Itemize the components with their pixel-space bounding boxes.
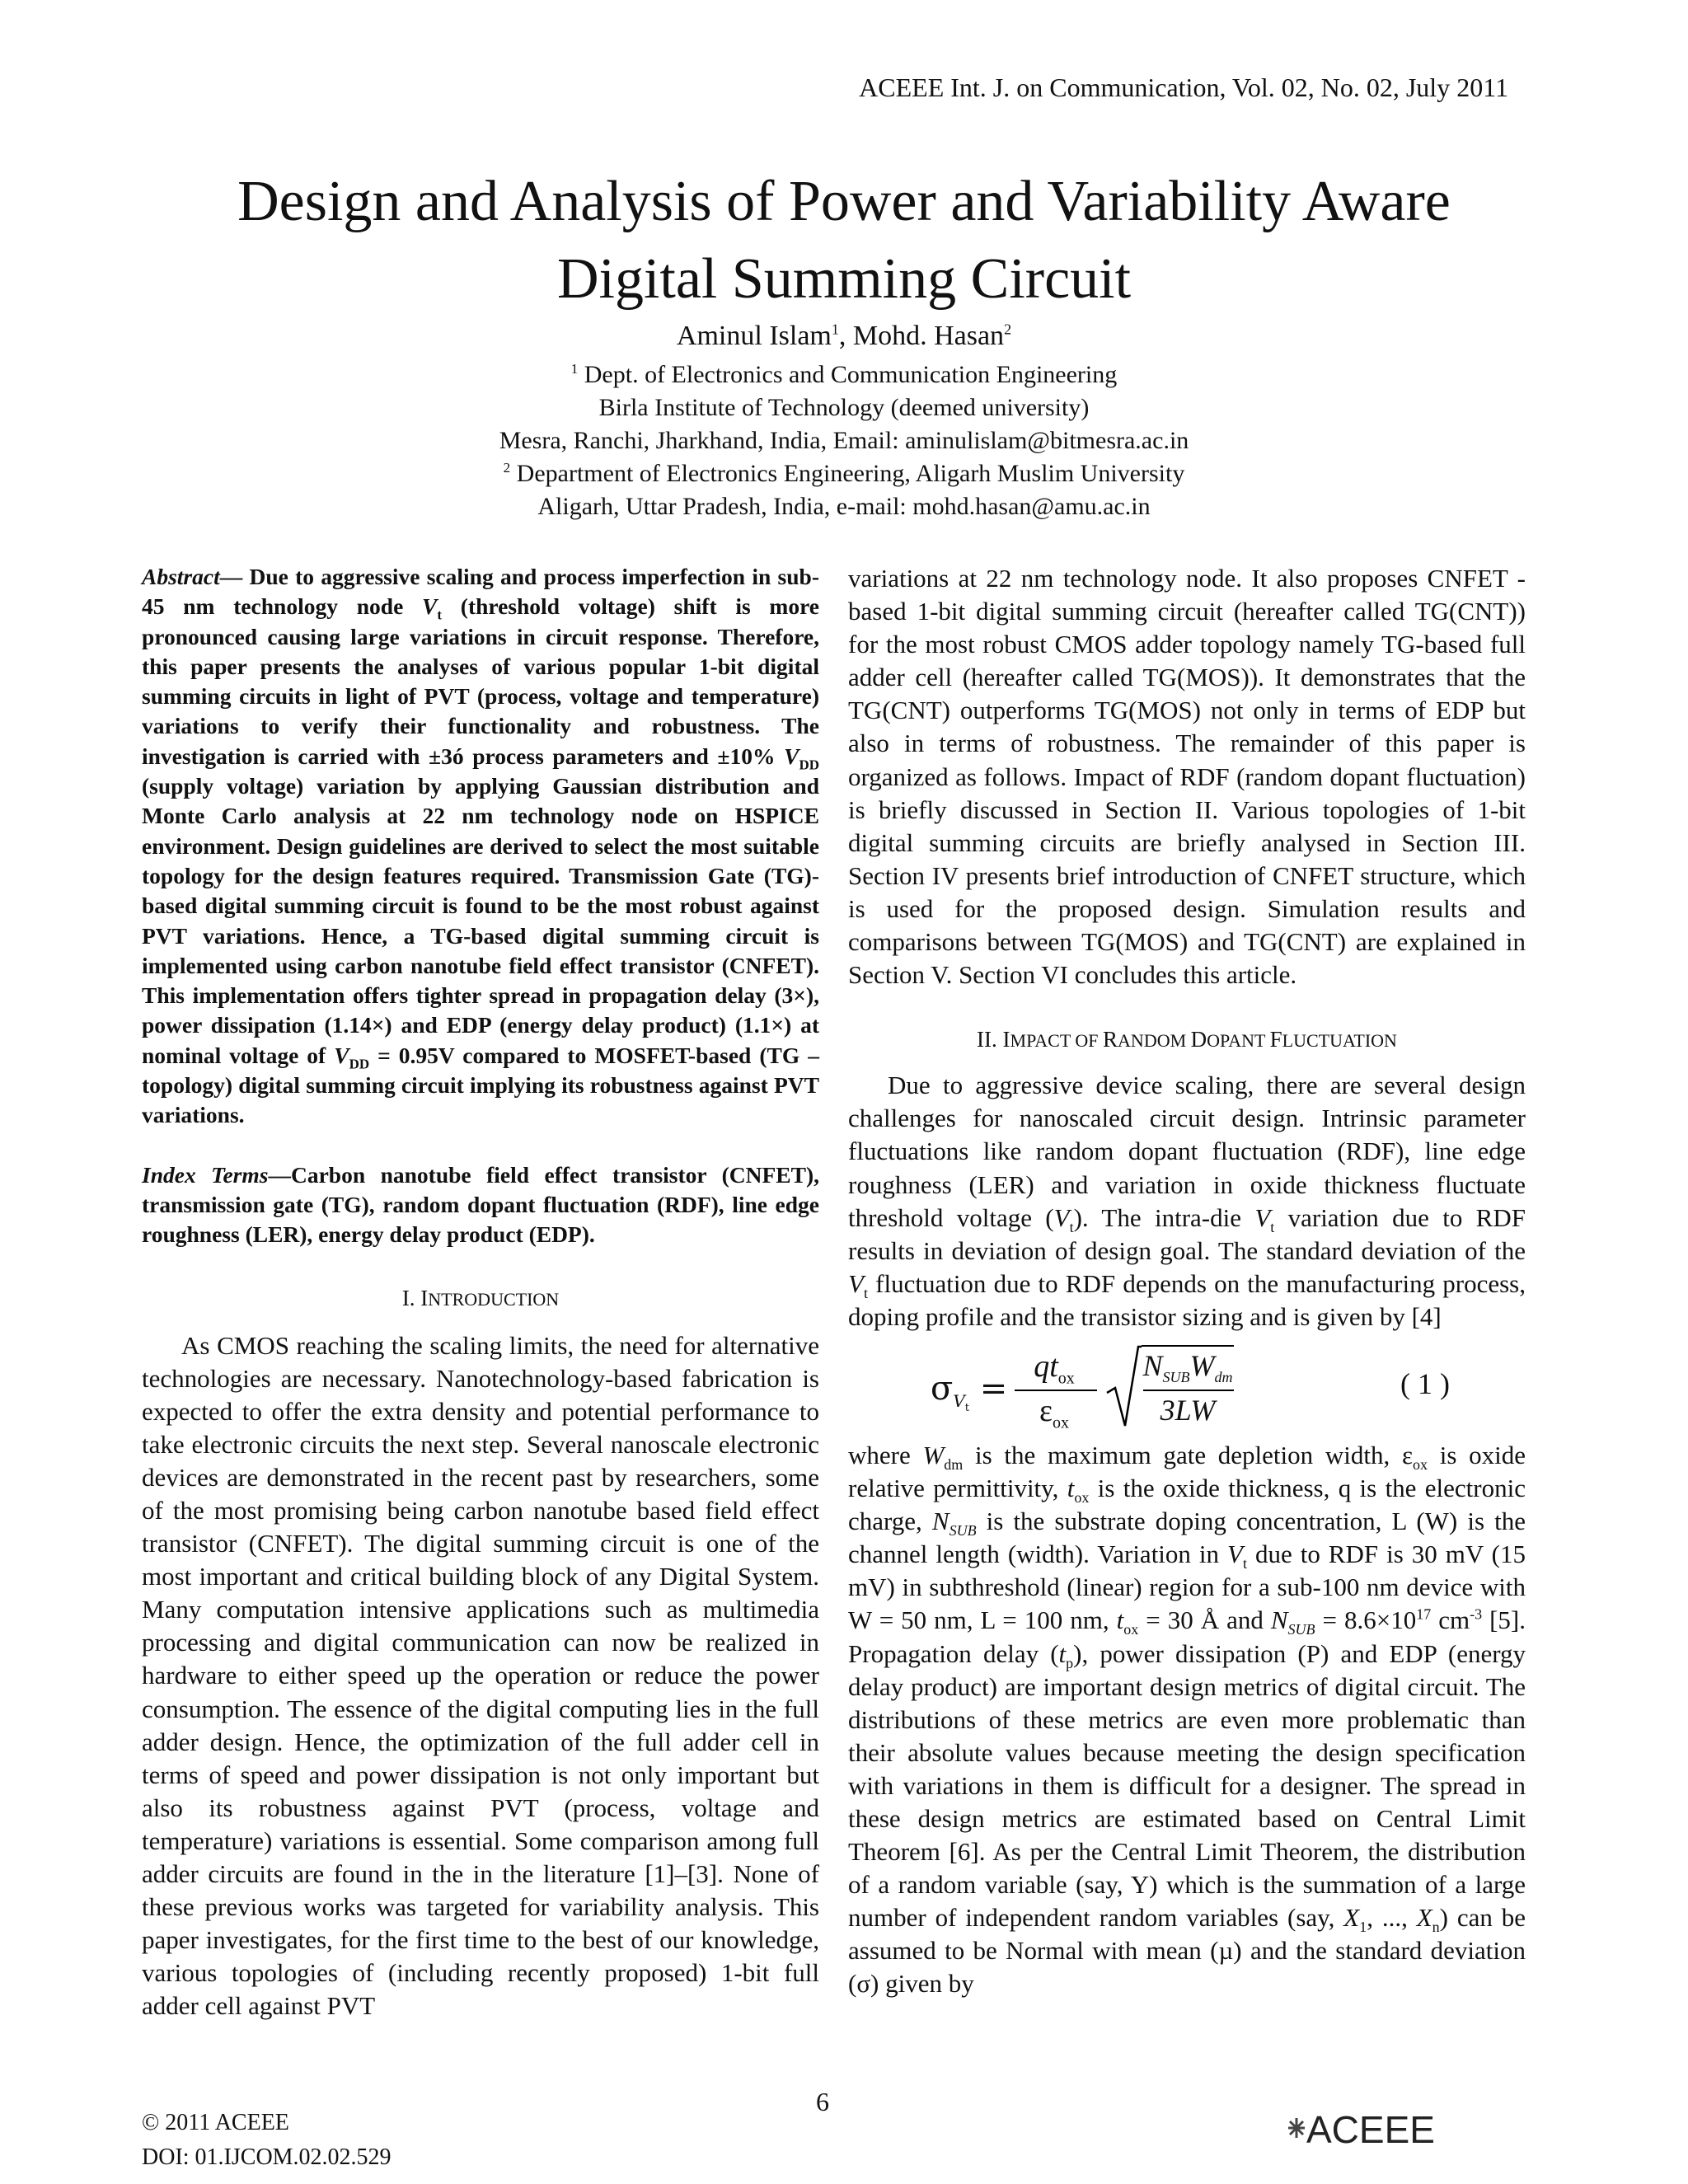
index-terms: Index Terms—Carbon nanotube field effect transistor (CNFET), transmission gate (TG), random dopant fluctuation (RDF), line edge roughness (LER), energy delay product (EDP).: [142, 1161, 819, 1248]
author-1: Aminul Islam: [676, 321, 832, 351]
aff-2-mark: 2: [503, 460, 511, 476]
aff-2-text: Department of Electronics Engineering, Aligarh Muslim University: [510, 460, 1185, 487]
intro-continued: variations at 22 nm technology node. It also proposes CNFET - based 1-bit digital summing circuit (hereafter called TG(CNT)) for the most robust CMOS adder topology namely TG-based full adder cell (hereafter called TG(MOS)). It demonstrates that the TG(CNT) outperforms TG(MOS) not only in terms of EDP but also in terms of robustness. The remainder of this paper is organized as follows. Impact of RDF (random dopant fluctuation) is briefly discussed in Section II. Various topologies of 1-bit digital summing circuits are briefly analysed in Section III. Section IV presents brief introduction of CNFET structure, which is used for the proposed design. Simulation results and comparisons between TG(MOS) and TG(CNT) are explained in Section V. Section VI concludes this article.: [848, 564, 1526, 990]
page-number: 6: [816, 2087, 829, 2116]
sqrt-sign: [1105, 1345, 1142, 1431]
aceee-logo-graphic: [1273, 2108, 1512, 2148]
aff-1-text: Dept. of Electronics and Communication Engineering: [578, 361, 1118, 388]
affiliation-line-4: [0, 458, 1688, 490]
section-2-heading: II. IMPACT OF RANDOM DOPANT FLUCTUATION: [977, 1027, 1397, 1052]
index-terms-label: Index Terms: [142, 1161, 269, 1188]
eq-sqrt-num: $N_{SUB}W_{dm}$: [1142, 1348, 1233, 1386]
paper-title: [0, 163, 1688, 318]
star-burst-icon: [1288, 2118, 1305, 2138]
affiliation-line-5: Aligarh, Uttar Pradesh, India, e-mail: mohd.hasan@amu.ac.in: [537, 493, 1151, 520]
logo-text: ACEEE: [1306, 2108, 1435, 2148]
eq-sqrt-den: 3LW: [1160, 1393, 1216, 1427]
aceee-logo: [1273, 2108, 1512, 2148]
section-2-paragraph-1: Due to aggressive device scaling, there are several design challenges for nanoscaled circuit design. Intrinsic parameter fluctuations like random dopant fluctuation (RDF), line edge roughness (LER) and variation in oxide thickness fluctuate threshold voltage $(V_t)$. The intra-die $V_t$ variation due to RDF results in deviation of design goal. The standard deviation of the $V_t$ fluctuation due to RDF depends on the manufacturing process, doping profile and the transistor sizing and is given by [4]: [848, 1071, 1526, 1331]
affiliation-line-2: Birla Institute of Technology (deemed university): [598, 394, 1090, 421]
affiliation-line-1: [0, 359, 1688, 391]
section-2-paragraph-2: where $W_{dm}$ is the maximum gate depletion width, $\varepsilon_{ox}$ is oxide relative permittivity, $t_{ox}$ is the oxide thickness, q is the electronic charge, $N_{SUB}$ is the substrate doping concentration, L (W) is the channel length (width). Variation in $V_t$ due to RDF is 30 mV (15 mV) in subthreshold (linear) region for a sub-100 nm device with W = 50 nm, L = 100 nm, $t_{ox} = 30$ Å and $N_{SUB} = 8.6\times 10^{17}$ $cm^{-3}$ [5]. Propagation delay $(t_p)$, power dissipation (P) and EDP (energy delay product) are important design metrics of digital circuit. The distributions of these metrics are even more problematic than their absolute values because meeting the design specification with variations in them is difficult for a designer. The spread in these design metrics are estimated based on Central Limit Theorem [6]. As per the Central Limit Theorem, the distribution of a random variable (say, Y) which is the summation of a large number of independent random variables (say, $X_1$, ..., $X_n$) can be assumed to be Normal with mean (µ) and the standard deviation (σ) given by: [848, 1440, 1526, 1999]
section-1-heading: I. INTRODUCTION: [401, 1285, 560, 1310]
footer-doi: DOI: 01.IJCOM.02.02.529: [142, 2144, 392, 2170]
equation-1: [848, 1345, 1526, 1431]
abstract: Abstract— Due to aggressive scaling and process imperfection in sub-45 nm technology node $V_t$ (threshold voltage) shift is more pronounced causing large variations in circuit response. Therefore, this paper presents the analyses of various popular 1-bit digital summing circuits in light of PVT (process, voltage and temperature) variations to verify their functionality and robustness. The investigation is carried with ±3ó process parameters and ±10% $V_{DD}$ (supply voltage) variation by applying Gaussian distribution and Monte Carlo analysis at 22 nm technology node on HSPICE environment. Design guidelines are derived to select the most suitable topology for the design features required. Transmission Gate (TG)-based digital summing circuit is found to be the most robust against PVT variations. Hence, a TG-based digital summing circuit is implemented using carbon nanotube field effect transistor (CNFET). This implementation offers tighter spread in propagation delay (3×), power dissipation (1.14×) and EDP (energy delay product) (1.1×) at nominal voltage of $V_{DD} = 0.95V$ compared to MOSFET-based (TG – topology) digital summing circuit implying its robustness against PVT variations.: [142, 564, 820, 1128]
running-head: ACEEE Int. J. on Communication, Vol. 02, No. 02, July 2011: [859, 73, 1508, 102]
left-column: [142, 562, 819, 2023]
equation-number: ( 1 ): [1400, 1366, 1450, 1400]
eq-sqrt-line: [1143, 1390, 1234, 1391]
authors: [0, 320, 1688, 353]
author-sep: ,: [838, 321, 853, 351]
eq-lhs: $\sigma_{V_t}$ =: [931, 1369, 1008, 1414]
title-line-2: Digital Summing Circuit: [556, 247, 1132, 311]
eq-frac-num: $qt_{ox}$: [1034, 1348, 1075, 1388]
author-2-mark: 2: [1004, 321, 1012, 338]
eq-frac-den: $\varepsilon_{ox}$: [1039, 1393, 1069, 1432]
title-line-1: Design and Analysis of Power and Variability Aware: [237, 170, 1451, 233]
eq-frac-line: [1015, 1390, 1097, 1391]
section-1-paragraph: As CMOS reaching the scaling limits, the need for alternative technologies are necessary. Nanotechnology-based fabrication is expected to offer the extra density and potential performance to take electronic circuits the next step. Several nanoscale electronic devices are demonstrated in the recent past by researchers, some of the most promising being carbon nanotube based field effect transistor (CNFET). The digital summing circuit is one of the most important and critical building block of any Digital System. Many computation intensive applications such as multimedia processing and digital communication can now be realized in hardware to either speed up the operation or reduce the power consumption. The essence of the digital computing lies in the full adder design. Hence, the optimization of the full adder cell in terms of speed and power dissipation is not only important but also its robustness against PVT (process, voltage and temperature) variations is essential. Some comparison among full adder circuits are found in the in the literature [1]–[3]. None of these previous works was targeted for variability analysis. This paper investigates, for the first time to the best of our knowledge, various topologies of (including recently proposed) 1-bit full adder cell against PVT: [142, 1330, 819, 2021]
right-column: [848, 562, 1526, 2001]
sqrt-bar: [1142, 1345, 1234, 1347]
abstract-label: Abstract: [142, 564, 220, 589]
footer-copyright: © 2011 ACEEE: [142, 2110, 289, 2135]
affiliation-line-3: Mesra, Ranchi, Jharkhand, India, Email: aminulislam@bitmesra.ac.in: [499, 427, 1189, 454]
author-2: Mohd. Hasan: [852, 321, 1005, 351]
aff-1-mark: 1: [570, 361, 579, 377]
author-1-mark: 1: [831, 321, 839, 338]
